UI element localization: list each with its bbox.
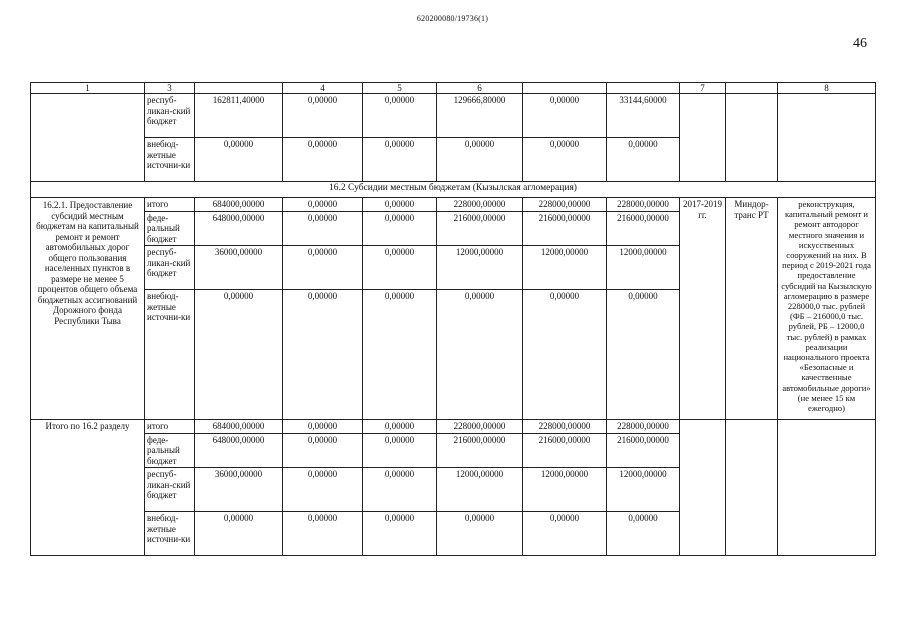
value-cell: 12000,00000: [607, 246, 680, 290]
value-cell: 0,00000: [195, 512, 283, 556]
value-cell: 162811,40000: [195, 94, 283, 138]
empty-cell: [726, 420, 778, 556]
value-cell: 648000,00000: [195, 211, 283, 246]
value-cell: 0,00000: [437, 290, 523, 420]
value-cell: 0,00000: [523, 94, 607, 138]
value-cell: 228000,00000: [523, 420, 607, 434]
source-label: внебюд-жетные источни-ки: [145, 512, 195, 556]
header-cell: [523, 83, 607, 94]
value-cell: 0,00000: [523, 290, 607, 420]
header-cell: 3: [145, 83, 195, 94]
value-cell: 216000,00000: [607, 211, 680, 246]
header-cell: 5: [363, 83, 437, 94]
value-cell: 0,00000: [283, 198, 363, 212]
value-cell: 0,00000: [283, 211, 363, 246]
header-cell: [195, 83, 283, 94]
header-cell: 8: [778, 83, 876, 94]
empty-cell: [726, 94, 778, 182]
value-cell: 0,00000: [363, 290, 437, 420]
value-cell: 228000,00000: [437, 420, 523, 434]
value-cell: 216000,00000: [523, 211, 607, 246]
value-cell: 216000,00000: [607, 433, 680, 468]
header-cell: [726, 83, 778, 94]
value-cell: 0,00000: [363, 512, 437, 556]
value-cell: 12000,00000: [607, 468, 680, 512]
value-cell: 684000,00000: [195, 198, 283, 212]
header-cell: 4: [283, 83, 363, 94]
source-label: внебюд-жетные источни-ки: [145, 290, 195, 420]
section-row: [31, 182, 876, 198]
value-cell: 0,00000: [363, 211, 437, 246]
value-cell: 0,00000: [283, 433, 363, 468]
empty-cell: [778, 420, 876, 556]
budget-table: [30, 82, 876, 556]
value-cell: 0,00000: [195, 290, 283, 420]
value-cell: 0,00000: [363, 433, 437, 468]
table-row: [31, 198, 876, 212]
value-cell: 0,00000: [523, 512, 607, 556]
empty-cell: [31, 94, 145, 182]
value-cell: 33144,60000: [607, 94, 680, 138]
source-label: респуб-ликан-ский бюджет: [145, 94, 195, 138]
header-cell: 6: [437, 83, 523, 94]
value-cell: 0,00000: [283, 94, 363, 138]
value-cell: 228000,00000: [607, 198, 680, 212]
value-cell: 0,00000: [437, 512, 523, 556]
empty-cell: [680, 94, 726, 182]
source-label: итого: [145, 420, 195, 434]
table-row: [31, 420, 876, 434]
value-cell: 228000,00000: [523, 198, 607, 212]
value-cell: 0,00000: [363, 420, 437, 434]
value-cell: 0,00000: [523, 138, 607, 182]
value-cell: 0,00000: [607, 138, 680, 182]
value-cell: 0,00000: [363, 198, 437, 212]
value-cell: 36000,00000: [195, 246, 283, 290]
source-label: феде-ральный бюджет: [145, 211, 195, 246]
value-cell: 684000,00000: [195, 420, 283, 434]
value-cell: 0,00000: [607, 512, 680, 556]
value-cell: 0,00000: [195, 138, 283, 182]
value-cell: 36000,00000: [195, 468, 283, 512]
result-cell: реконструкция, капитальный ремонт и ремонт автодорог местного значения и искусственных сооружений на них. В период с 2019-2021 года предоставление субсидий на Кызылскую агломерацию в размере 228000,0 тыс. рублей (ФБ – 216000,0 тыс. рублей, РБ – 12000,0 тыс. рублей) в рамках реализации национального проекта «Безопасные и качественные автомобильные дороги» (не менее 15 км ежегодно): [778, 198, 876, 420]
value-cell: 216000,00000: [437, 211, 523, 246]
executor-cell: Миндор-транс РТ: [726, 198, 778, 420]
section-title: 16.2 Субсидии местным бюджетам (Кызылская агломерация): [31, 182, 876, 198]
source-label: внебюд-жетные источни-ки: [145, 138, 195, 182]
table-row: [31, 94, 876, 138]
source-label: респуб-ликан-ский бюджет: [145, 246, 195, 290]
value-cell: 0,00000: [363, 94, 437, 138]
value-cell: 12000,00000: [523, 468, 607, 512]
page-number: 46: [853, 36, 867, 51]
value-cell: 216000,00000: [523, 433, 607, 468]
value-cell: 0,00000: [607, 290, 680, 420]
empty-cell: [778, 94, 876, 182]
value-cell: 0,00000: [283, 512, 363, 556]
value-cell: 0,00000: [283, 246, 363, 290]
value-cell: 0,00000: [283, 290, 363, 420]
value-cell: 228000,00000: [437, 198, 523, 212]
value-cell: 0,00000: [283, 138, 363, 182]
source-label: итого: [145, 198, 195, 212]
value-cell: 12000,00000: [523, 246, 607, 290]
value-cell: 12000,00000: [437, 468, 523, 512]
value-cell: 12000,00000: [437, 246, 523, 290]
document-id: 620200080/19736(1): [416, 14, 489, 23]
value-cell: 129666,80000: [437, 94, 523, 138]
value-cell: 216000,00000: [437, 433, 523, 468]
empty-cell: [680, 420, 726, 556]
source-label: респуб-ликан-ский бюджет: [145, 468, 195, 512]
value-cell: 0,00000: [283, 468, 363, 512]
value-cell: 0,00000: [437, 138, 523, 182]
value-cell: 0,00000: [283, 420, 363, 434]
value-cell: 648000,00000: [195, 433, 283, 468]
value-cell: 0,00000: [363, 246, 437, 290]
period-cell: 2017-2019 гг.: [680, 198, 726, 420]
value-cell: 0,00000: [363, 468, 437, 512]
header-cell: 1: [31, 83, 145, 94]
column-number-row: [31, 83, 876, 94]
measure-title: 16.2.1. Предоставление субсидий местным бюджетам на капитальный ремонт и ремонт автомобильных дорог общего пользования населенных пунктов в размере не менее 5 процентов общего объема бюджетных ассигнований Дорожного фонда Республики Тыва: [31, 198, 145, 420]
total-title: Итого по 16.2 разделу: [31, 420, 145, 556]
header-cell: [607, 83, 680, 94]
header-cell: 7: [680, 83, 726, 94]
value-cell: 228000,00000: [607, 420, 680, 434]
source-label: феде-ральный бюджет: [145, 433, 195, 468]
value-cell: 0,00000: [363, 138, 437, 182]
